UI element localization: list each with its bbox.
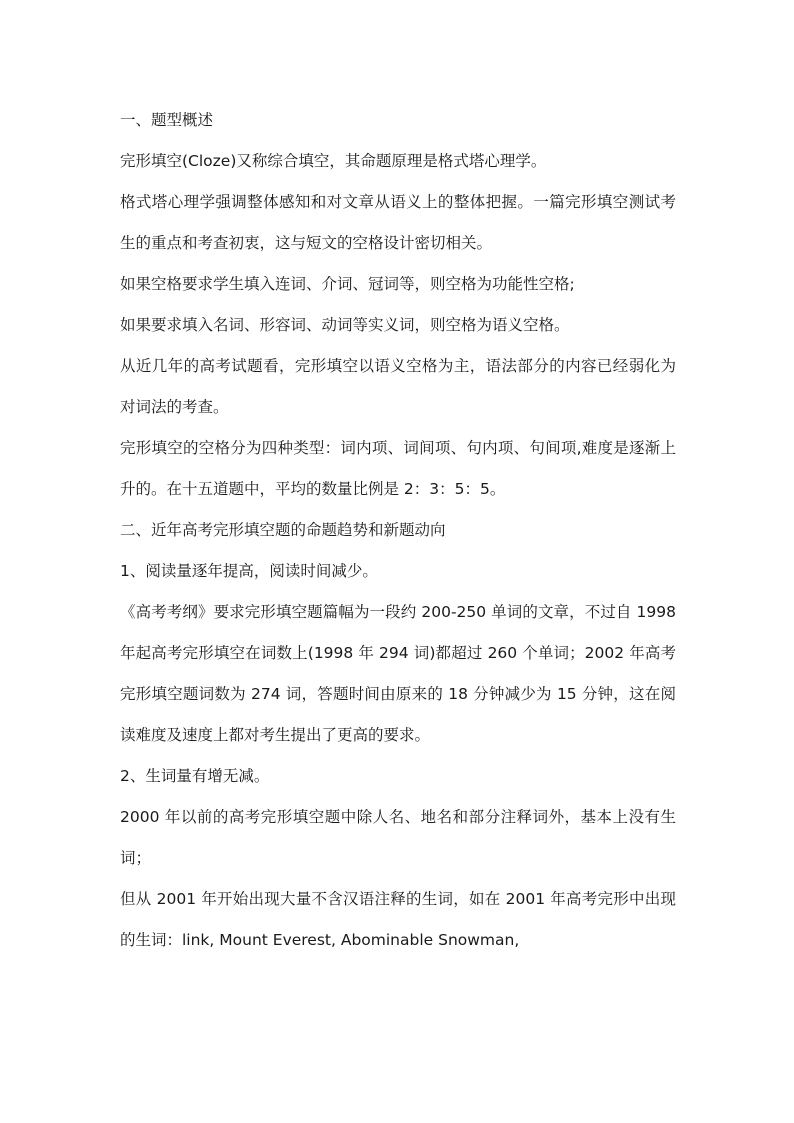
section2-heading: 二、近年高考完形填空题的命题趋势和新题动向 xyxy=(120,521,446,539)
paragraph-semantic-blank: 如果要求填入名词、形容词、动词等实义词，则空格为语义空格。 xyxy=(120,316,570,334)
paragraph-before-2000: 2000 年以前的高考完形填空题中除人名、地名和部分注释词外，基本上没有生词； xyxy=(120,808,676,867)
point1-heading: 1、阅读量逐年提高，阅读时间减少。 xyxy=(120,562,378,580)
section1-heading: 一、题型概述 xyxy=(120,111,214,129)
paragraph-functional-blank: 如果空格要求学生填入连词、介词、冠词等，则空格为功能性空格; xyxy=(120,275,575,293)
paragraph-recent-trend: 从近几年的高考试题看，完形填空以语义空格为主，语法部分的内容已经弱化为对词法的考查。 xyxy=(120,357,676,416)
paragraph-gestalt: 格式塔心理学强调整体感知和对文章从语义上的整体把握。一篇完形填空测试考生的重点和考查初衷，这与短文的空格设计密切相关。 xyxy=(120,193,676,252)
document-body xyxy=(120,100,676,961)
point2-heading: 2、生词量有增无减。 xyxy=(120,767,270,785)
paragraph-cloze-definition: 完形填空(Cloze)又称综合填空，其命题原理是格式塔心理学。 xyxy=(120,152,547,170)
paragraph-blank-types: 完形填空的空格分为四种类型：词内项、词间项、句内项、句间项,难度是逐渐上升的。在十五道题中，平均的数量比例是 2：3：5：5。 xyxy=(120,439,676,498)
paragraph-reading-volume: 《高考考纲》要求完形填空题篇幅为一段约 200-250 单词的文章，不过自 1998 年起高考完形填空在词数上(1998 年 294 词)都超过 260 个单词；2002 年高考完形填空题词数为 274 词，答题时间由原来的 18 分钟减少为 15 分钟，这在阅读难度及速度上都对考生提出了更高的要求。 xyxy=(120,603,676,744)
paragraph-since-2001: 但从 2001 年开始出现大量不含汉语注释的生词，如在 2001 年高考完形中出现的生词：link, Mount Everest, Abominable Snowman, xyxy=(120,890,676,949)
